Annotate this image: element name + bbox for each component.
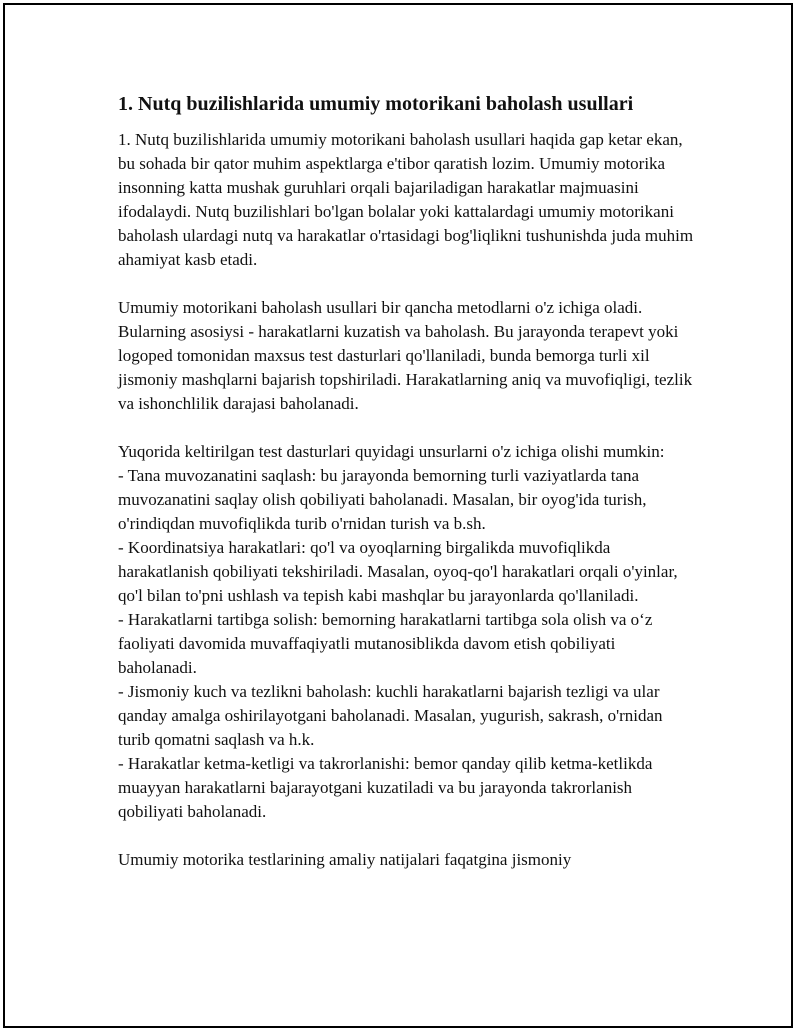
paragraph-spacer xyxy=(118,416,698,440)
list-item-strength-speed: - Jismoniy kuch va tezlikni baholash: kuchli harakatlarni bajarish tezligi va ular qanday amalga oshirilayotgani baholanadi. Masalan, yugurish, sakrash, o'rnidan turib qomatni saqlash va h.k. xyxy=(118,682,663,749)
paragraph-spacer xyxy=(118,272,698,296)
document-body xyxy=(118,90,698,872)
list-item-sequence: - Harakatlar ketma-ketligi va takrorlanishi: bemor qanday qilib ketma-ketlikda muayyan harakatlarni bajarayotgani kuzatiladi va bu jarayonda takrorlanish qobiliyati baholanadi. xyxy=(118,754,653,821)
list-item-coordination: - Koordinatsiya harakatlari: qo'l va oyoqlarning birgalikda muvofiqlikda harakatlanish qobiliyati tekshiriladi. Masalan, oyoq-qo'l harakatlari orqali o'yinlar, qo'l bilan to'pni ushlash va tepish kabi mashqlar bu jarayonlarda qo'llaniladi. xyxy=(118,538,678,605)
list-intro: Yuqorida keltirilgan test dasturlari quyidagi unsurlarni o'z ichiga olishi mumkin: xyxy=(118,442,665,461)
paragraph-results: Umumiy motorika testlarining amaliy natijalari faqatgina jismoniy xyxy=(118,850,572,869)
list-item-balance: - Tana muvozanatini saqlash: bu jarayonda bemorning turli vaziyatlarda tana muvozanatini saqlay olish qobiliyati baholanadi. Masalan, bir oyog'ida turish, o'rindiqdan muvofiqlikda turib o'rnidan turish va b.sh. xyxy=(118,466,647,533)
paragraph-test-elements xyxy=(118,440,698,824)
list-item-regulation: - Harakatlarni tartibga solish: bemorning harakatlarni tartibga sola olish va o‘z faoliyati davomida muvaffaqiyatli mutanosiblikda davom etish qobiliyati baholanadi. xyxy=(118,610,653,677)
paragraph-spacer xyxy=(118,824,698,848)
paragraph-intro: 1. Nutq buzilishlarida umumiy motorikani baholash usullari haqida gap ketar ekan, bu sohada bir qator muhim aspektlarga e'tibor qaratish lozim. Umumiy motorika insonning katta mushak guruhlari orqali bajariladigan harakatlar majmuasini ifodalaydi. Nutq buzilishlari bo'lgan bolalar yoki kattalardagi umumiy motorikani baholash ulardagi nutq va harakatlar o'rtasidagi bog'liqlikni tushunishda juda muhim ahamiyat kasb etadi. xyxy=(118,130,694,269)
paragraph-methods: Umumiy motorikani baholash usullari bir qancha metodlarni o'z ichiga oladi. Bularning asosiysi - harakatlarni kuzatish va baholash. Bu jarayonda terapevt yoki logoped tomonidan maxsus test dasturlari qo'llaniladi, bunda bemorga turli xil jismoniy mashqlarni bajarish topshiriladi. Harakatlarning aniq va muvofiqligi, tezlik va ishonchlilik darajasi baholanadi. xyxy=(118,298,693,413)
document-title: 1. Nutq buzilishlarida umumiy motorikani baholash usullari xyxy=(118,93,634,115)
